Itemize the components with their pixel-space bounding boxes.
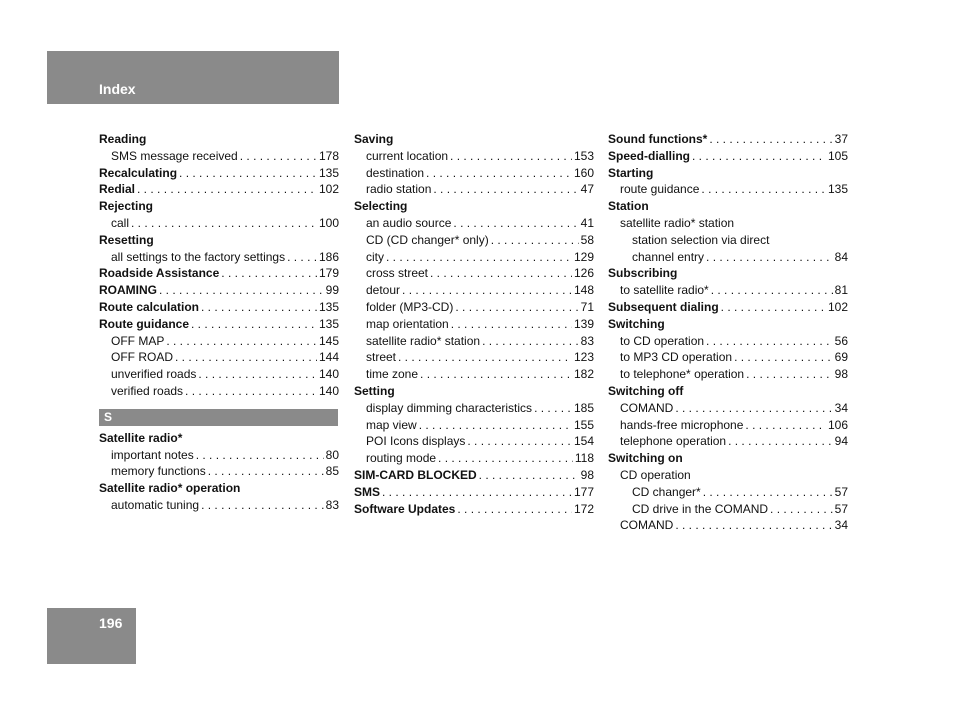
entry-term: station selection via direct <box>632 232 770 247</box>
index-entry <box>99 349 339 366</box>
entry-page-number: 135 <box>827 182 848 197</box>
index-entry <box>99 299 339 316</box>
dot-leader <box>419 417 572 434</box>
entry-page-number: 99 <box>325 283 339 298</box>
entry-term: OFF MAP <box>111 333 165 348</box>
entry-term: city <box>366 249 384 264</box>
index-entry <box>99 148 339 165</box>
entry-term: radio station <box>366 182 432 197</box>
dot-leader <box>185 383 317 400</box>
entry-term: Subscribing <box>608 266 678 281</box>
entry-term: satellite radio* station <box>366 333 481 348</box>
entry-page-number: 129 <box>573 249 594 264</box>
index-entry <box>608 148 848 165</box>
index-entry <box>608 517 848 534</box>
index-entry <box>354 265 594 282</box>
entry-page-number: 57 <box>834 484 848 499</box>
entry-term: ROAMING <box>99 283 157 298</box>
index-entry <box>608 417 848 434</box>
entry-term: destination <box>366 165 425 180</box>
dot-leader <box>201 497 324 514</box>
entry-page-number: 83 <box>325 497 339 512</box>
dot-leader <box>386 249 572 266</box>
entry-term: Reading <box>99 132 147 146</box>
entry-term: SIM-CARD BLOCKED <box>354 467 477 482</box>
entry-term: all settings to the factory settings <box>111 249 286 264</box>
index-entry <box>354 249 594 266</box>
index-entry <box>99 480 339 497</box>
index-entry <box>608 349 848 366</box>
entry-page-number: 84 <box>834 249 848 264</box>
entry-page-number: 41 <box>580 215 594 230</box>
entry-page-number: 148 <box>573 283 594 298</box>
entry-page-number: 57 <box>834 501 848 516</box>
index-entry <box>99 447 339 464</box>
dot-leader <box>675 517 832 534</box>
index-entry <box>354 215 594 232</box>
dot-leader <box>770 501 833 518</box>
index-entry <box>608 299 848 316</box>
entry-term: to satellite radio* <box>620 283 709 298</box>
index-entry <box>354 501 594 518</box>
entry-term: Roadside Assistance <box>99 266 220 281</box>
section-header: S <box>99 409 338 426</box>
entry-page-number: 94 <box>834 434 848 449</box>
entry-term: COMAND <box>620 400 674 415</box>
entry-term: automatic tuning <box>111 497 200 512</box>
entry-page-number: 80 <box>325 447 339 462</box>
index-entry <box>99 282 339 299</box>
entry-term: verified roads <box>111 383 184 398</box>
index-entry <box>608 316 848 333</box>
index-entry <box>608 198 848 215</box>
entry-term: COMAND <box>620 518 674 533</box>
entry-term: Subsequent dialing <box>608 299 719 314</box>
index-entry <box>608 450 848 467</box>
page-title: Index <box>99 81 136 97</box>
entry-page-number: 126 <box>573 266 594 281</box>
dot-leader <box>491 232 579 249</box>
dot-leader <box>746 366 833 383</box>
dot-leader <box>166 333 317 350</box>
entry-term: Satellite radio* operation <box>99 481 241 496</box>
entry-page-number: 153 <box>573 148 594 163</box>
index-entry <box>608 333 848 350</box>
entry-page-number: 102 <box>827 299 848 314</box>
dot-leader <box>131 215 317 232</box>
entry-page-number: 179 <box>318 266 339 281</box>
entry-term: map view <box>366 417 417 432</box>
entry-term: CD operation <box>620 467 691 482</box>
entry-term: folder (MP3-CD) <box>366 299 454 314</box>
index-entry <box>354 232 594 249</box>
entry-term: Resetting <box>99 232 154 247</box>
index-entry <box>354 484 594 501</box>
entry-term: detour <box>366 283 401 298</box>
dot-leader <box>706 249 833 266</box>
index-entry <box>608 282 848 299</box>
dot-leader <box>221 265 317 282</box>
index-entry <box>99 430 339 447</box>
dot-leader <box>402 282 572 299</box>
entry-page-number: 56 <box>834 333 848 348</box>
index-entry <box>99 249 339 266</box>
dot-leader <box>734 349 833 366</box>
entry-page-number: 182 <box>573 367 594 382</box>
entry-term: cross street <box>366 266 429 281</box>
entry-term: Recalculating <box>99 165 178 180</box>
dot-leader <box>706 333 833 350</box>
dot-leader <box>701 181 826 198</box>
entry-term: display dimming characteristics <box>366 400 533 415</box>
entry-term: Starting <box>608 165 654 180</box>
dot-leader <box>430 265 572 282</box>
entry-page-number: 71 <box>580 299 594 314</box>
dot-leader <box>457 501 572 518</box>
dot-leader <box>159 282 324 299</box>
index-column-3 <box>608 131 848 534</box>
entry-term: channel entry <box>632 249 705 264</box>
dot-leader <box>721 299 826 316</box>
entry-page-number: 123 <box>573 350 594 365</box>
index-entry <box>99 131 339 148</box>
entry-term: routing mode <box>366 451 437 466</box>
entry-page-number: 155 <box>573 417 594 432</box>
dot-leader <box>692 148 826 165</box>
index-entry <box>354 148 594 165</box>
page-number: 196 <box>99 615 123 631</box>
index-entry <box>354 165 594 182</box>
entry-page-number: 69 <box>834 350 848 365</box>
entry-term: to MP3 CD operation <box>620 350 733 365</box>
index-entry <box>354 198 594 215</box>
index-entry <box>608 400 848 417</box>
index-entry <box>99 497 339 514</box>
index-entry <box>99 181 339 198</box>
index-entry <box>608 484 848 501</box>
dot-leader <box>745 417 826 434</box>
entry-page-number: 140 <box>318 367 339 382</box>
entry-term: POI Icons displays <box>366 434 466 449</box>
entry-term: to telephone* operation <box>620 367 745 382</box>
entry-term: Switching off <box>608 383 684 398</box>
dot-leader <box>420 366 572 383</box>
index-entry <box>608 383 848 400</box>
entry-term: Switching on <box>608 451 683 466</box>
entry-term: Setting <box>354 383 395 398</box>
index-entry <box>608 131 848 148</box>
entry-term: street <box>366 350 397 365</box>
entry-term: Selecting <box>354 199 408 214</box>
dot-leader <box>175 349 317 366</box>
index-entry <box>99 333 339 350</box>
index-entry <box>99 198 339 215</box>
dot-leader <box>201 299 317 316</box>
dot-leader <box>709 131 832 148</box>
entry-page-number: 145 <box>318 333 339 348</box>
dot-leader <box>711 282 833 299</box>
index-entry <box>354 450 594 467</box>
entry-term: time zone <box>366 367 419 382</box>
index-entry <box>354 299 594 316</box>
entry-term: Route guidance <box>99 316 190 331</box>
index-entry <box>99 366 339 383</box>
entry-term: SMS message received <box>111 148 238 163</box>
index-entry <box>354 383 594 400</box>
dot-leader <box>208 463 324 480</box>
entry-term: Station <box>608 199 649 214</box>
entry-term: current location <box>366 148 449 163</box>
entry-page-number: 102 <box>318 182 339 197</box>
dot-leader <box>703 484 833 501</box>
entry-page-number: 106 <box>827 417 848 432</box>
index-column-1 <box>99 131 339 514</box>
entry-term: OFF ROAD <box>111 350 173 365</box>
entry-page-number: 98 <box>580 467 594 482</box>
entry-page-number: 58 <box>580 232 594 247</box>
dot-leader <box>240 148 317 165</box>
dot-leader <box>198 366 317 383</box>
entry-term: important notes <box>111 447 194 462</box>
header-bar <box>47 51 339 104</box>
index-entry <box>608 249 848 266</box>
entry-page-number: 135 <box>318 165 339 180</box>
index-entry <box>354 316 594 333</box>
entry-term: to CD operation <box>620 333 705 348</box>
dot-leader <box>453 215 578 232</box>
entry-term: route guidance <box>620 182 700 197</box>
dot-leader <box>179 165 317 182</box>
dot-leader <box>534 400 572 417</box>
entry-page-number: 100 <box>318 215 339 230</box>
entry-page-number: 34 <box>834 518 848 533</box>
dot-leader <box>675 400 832 417</box>
entry-page-number: 140 <box>318 383 339 398</box>
entry-term: call <box>111 215 130 230</box>
entry-page-number: 139 <box>573 316 594 331</box>
entry-page-number: 118 <box>574 451 594 466</box>
entry-term: Rejecting <box>99 199 154 214</box>
index-entry <box>354 366 594 383</box>
index-entry <box>99 265 339 282</box>
entry-term: map orientation <box>366 316 449 331</box>
dot-leader <box>433 181 578 198</box>
index-column-2 <box>354 131 594 517</box>
dot-leader <box>191 316 317 333</box>
entry-term: telephone operation <box>620 434 727 449</box>
entry-page-number: 172 <box>573 501 594 516</box>
index-entry <box>354 467 594 484</box>
entry-page-number: 81 <box>834 283 848 298</box>
entry-term: unverified roads <box>111 367 197 382</box>
entry-term: memory functions <box>111 464 206 479</box>
entry-term: Saving <box>354 132 394 146</box>
entry-term: an audio source <box>366 215 452 230</box>
index-entry <box>608 366 848 383</box>
entry-page-number: 177 <box>573 484 594 499</box>
dot-leader <box>426 165 572 182</box>
entry-term: CD drive in the COMAND <box>632 501 769 516</box>
dot-leader <box>467 433 572 450</box>
index-entry <box>99 165 339 182</box>
index-entry <box>354 400 594 417</box>
dot-leader <box>455 299 578 316</box>
index-entry <box>608 467 848 484</box>
index-entry <box>99 383 339 400</box>
entry-term: hands-free microphone <box>620 417 744 432</box>
entry-page-number: 144 <box>318 350 339 365</box>
dot-leader <box>450 148 572 165</box>
index-entry <box>608 501 848 518</box>
dot-leader <box>728 433 833 450</box>
entry-page-number: 135 <box>318 299 339 314</box>
dot-leader <box>479 467 579 484</box>
dot-leader <box>398 349 572 366</box>
index-entry <box>99 232 339 249</box>
index-entry <box>99 463 339 480</box>
entry-term: Speed-dialling <box>608 148 691 163</box>
entry-page-number: 37 <box>834 132 848 146</box>
entry-term: Route calculation <box>99 299 200 314</box>
page-number-box <box>47 608 136 664</box>
entry-page-number: 105 <box>827 148 848 163</box>
entry-term: satellite radio* station <box>620 215 735 230</box>
entry-term: Satellite radio* <box>99 430 183 445</box>
dot-leader <box>137 181 317 198</box>
dot-leader <box>482 333 579 350</box>
entry-page-number: 34 <box>834 400 848 415</box>
index-entry <box>354 417 594 434</box>
entry-page-number: 83 <box>580 333 594 348</box>
index-entry <box>608 215 848 232</box>
index-entry <box>354 333 594 350</box>
index-entry <box>608 265 848 282</box>
index-entry <box>608 232 848 249</box>
dot-leader <box>438 450 573 467</box>
index-entry <box>608 433 848 450</box>
index-entry <box>354 433 594 450</box>
entry-page-number: 178 <box>318 148 339 163</box>
dot-leader <box>196 447 324 464</box>
index-entry <box>99 316 339 333</box>
entry-page-number: 135 <box>318 316 339 331</box>
dot-leader <box>451 316 572 333</box>
index-entry <box>354 282 594 299</box>
index-entry <box>608 165 848 182</box>
entry-page-number: 85 <box>325 464 339 479</box>
entry-term: CD changer* <box>632 484 701 499</box>
entry-term: Software Updates <box>354 501 456 516</box>
index-entry <box>608 181 848 198</box>
entry-term: Sound functions* <box>608 132 708 146</box>
entry-page-number: 98 <box>834 367 848 382</box>
index-entry <box>354 349 594 366</box>
entry-term: Redial <box>99 182 136 197</box>
entry-page-number: 160 <box>573 165 594 180</box>
entry-page-number: 185 <box>573 400 594 415</box>
entry-page-number: 47 <box>580 182 594 197</box>
entry-term: Switching <box>608 316 665 331</box>
dot-leader <box>287 249 317 266</box>
index-entry <box>99 215 339 232</box>
entry-page-number: 154 <box>573 434 594 449</box>
index-entry <box>354 181 594 198</box>
index-entry <box>354 131 594 148</box>
entry-term: SMS <box>354 484 381 499</box>
entry-term: CD (CD changer* only) <box>366 232 489 247</box>
dot-leader <box>382 484 572 501</box>
entry-page-number: 186 <box>318 249 339 264</box>
